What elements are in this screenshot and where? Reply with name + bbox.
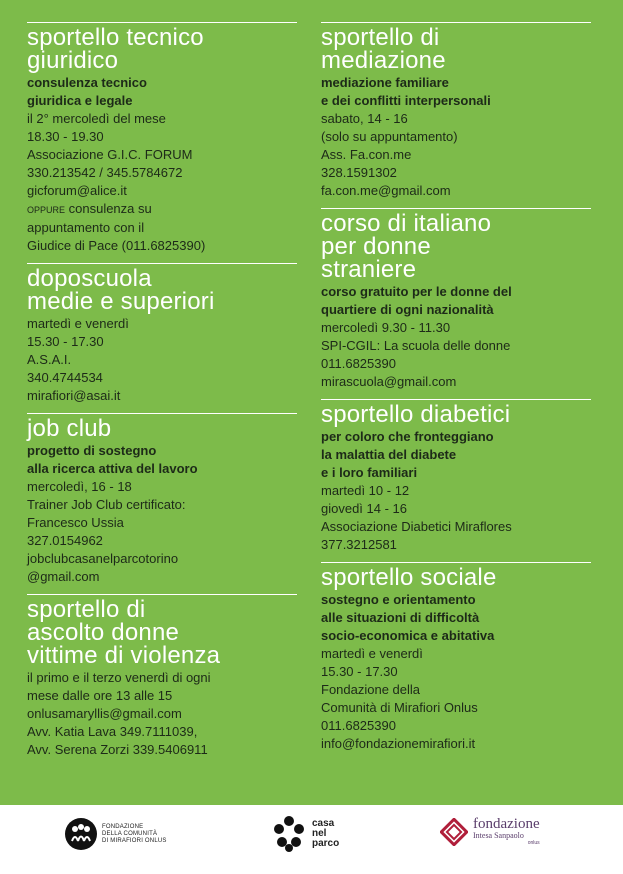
section-subtitle-line: e dei conflitti interpersonali bbox=[321, 93, 491, 108]
section-subtitle-line: quartiere di ogni nazionalità bbox=[321, 302, 494, 317]
section-detail-line: gicforum@alice.it bbox=[27, 183, 127, 198]
service-section bbox=[321, 562, 591, 753]
section-detail-line: Avv. Katia Lava 349.7111039, bbox=[27, 724, 198, 739]
cnp-text-line: parco bbox=[312, 838, 340, 849]
section-subtitle-line: consulenza tecnico bbox=[27, 75, 147, 90]
section-detail-line: Comunità di Mirafiori Onlus bbox=[321, 700, 478, 715]
fondazione-mirafiori-logo bbox=[64, 817, 167, 851]
section-detail-line: 328.1591302 bbox=[321, 165, 397, 180]
section-detail-line: 011.6825390 bbox=[321, 718, 396, 733]
service-section bbox=[27, 22, 297, 255]
section-detail-line: @gmail.com bbox=[27, 569, 100, 584]
section-detail-line: (solo su appuntamento) bbox=[321, 129, 458, 144]
section-title-line: straniere bbox=[321, 256, 417, 283]
section-detail-line: Fondazione della bbox=[321, 682, 421, 697]
section-detail-line: 011.6825390 bbox=[321, 356, 396, 371]
service-section bbox=[321, 399, 591, 554]
isp-onlus-text: onlus bbox=[527, 840, 540, 846]
fmo-emblem-icon bbox=[64, 817, 98, 851]
section-detail-line: 15.30 - 17.30 bbox=[27, 334, 104, 349]
casa-nel-parco-logo bbox=[272, 815, 339, 853]
section-subtitle-line: socio-economica e abitativa bbox=[321, 628, 495, 643]
left-column bbox=[27, 22, 297, 767]
section-title-line: mediazione bbox=[321, 47, 446, 74]
service-section bbox=[321, 22, 591, 200]
section-detail-line: martedì 10 - 12 bbox=[321, 483, 410, 498]
section-detail-line: 327.0154962 bbox=[27, 533, 103, 548]
section-detail-line: il primo e il terzo venerdì di ogni bbox=[27, 670, 211, 685]
section-detail-line: mese dalle ore 13 alle 15 bbox=[27, 688, 173, 703]
service-section bbox=[27, 413, 297, 586]
section-subtitle-line: sostegno e orientamento bbox=[321, 592, 476, 607]
section-subtitle-line: corso gratuito per le donne del bbox=[321, 284, 512, 299]
section-detail-line: 18.30 - 19.30 bbox=[27, 129, 104, 144]
section-title bbox=[321, 26, 591, 72]
section-title bbox=[321, 212, 591, 281]
footer-logos bbox=[0, 805, 623, 874]
section-title-line: vittime di violenza bbox=[27, 642, 221, 669]
section-title bbox=[27, 26, 297, 72]
section-detail-line: Trainer Job Club certificato: bbox=[27, 497, 186, 512]
service-section bbox=[27, 594, 297, 759]
section-detail-line: Associazione Diabetici Miraflores bbox=[321, 519, 512, 534]
section-title-line: doposcuola bbox=[27, 265, 152, 292]
section-title-line: sportello di bbox=[321, 24, 440, 51]
section-detail-line: mirafiori@asai.it bbox=[27, 388, 121, 403]
right-column bbox=[321, 22, 591, 761]
section-title-line: per donne bbox=[321, 233, 431, 260]
section-detail-line: Francesco Ussia bbox=[27, 515, 124, 530]
section-detail-line: A.S.A.I. bbox=[27, 352, 72, 367]
fmo-text-line: FONDAZIONE bbox=[102, 823, 144, 830]
section-subtitle-line: la malattia del diabete bbox=[321, 447, 457, 462]
fmo-text-line: DELLA COMUNITÀ bbox=[102, 830, 158, 837]
section-title-line: job club bbox=[27, 415, 112, 442]
section-subtitle-line: alla ricerca attiva del lavoro bbox=[27, 461, 198, 476]
section-detail-line: Ass. Fa.con.me bbox=[321, 147, 412, 162]
section-title-line: corso di italiano bbox=[321, 210, 492, 237]
section-detail-line: il 2° mercoledì del mese bbox=[27, 111, 166, 126]
section-title-line: sportello tecnico bbox=[27, 24, 204, 51]
cnp-text-line: nel bbox=[312, 828, 327, 839]
section-subtitle-line: e i loro familiari bbox=[321, 465, 418, 480]
section-title-line: giuridico bbox=[27, 47, 119, 74]
section-subtitle-line: alle situazioni di difficoltà bbox=[321, 610, 480, 625]
fmo-text-line: DI MIRAFIORI ONLUS bbox=[102, 837, 167, 844]
section-detail-line: 340.4744534 bbox=[27, 370, 103, 385]
section-detail-line: Associazione G.I.C. FORUM bbox=[27, 147, 193, 162]
section-detail-line: SPI-CGIL: La scuola delle donne bbox=[321, 338, 511, 353]
oppure-line bbox=[27, 200, 297, 219]
section-subtitle-line: giuridica e legale bbox=[27, 93, 133, 108]
section-detail-line: 15.30 - 17.30 bbox=[321, 664, 398, 679]
section-title bbox=[27, 267, 297, 313]
section-subtitle-line: progetto di sostegno bbox=[27, 443, 157, 458]
section-title bbox=[27, 417, 297, 440]
service-section bbox=[27, 263, 297, 405]
isp-main-text: fondazione bbox=[473, 816, 540, 832]
section-subtitle-line: mediazione familiare bbox=[321, 75, 449, 90]
isp-sub-text: Intesa Sanpaolo bbox=[473, 831, 524, 840]
section-title bbox=[321, 403, 591, 426]
section-detail-line: martedì e venerdì bbox=[321, 646, 423, 661]
section-detail-line: giovedì 14 - 16 bbox=[321, 501, 408, 516]
section-detail-line: mercoledì 9.30 - 11.30 bbox=[321, 320, 451, 335]
section-title-line: sportello di bbox=[27, 596, 146, 623]
section-title-line: sportello sociale bbox=[321, 564, 497, 591]
intesa-sanpaolo-emblem-icon bbox=[440, 818, 468, 846]
section-detail-line: fa.con.me@gmail.com bbox=[321, 183, 451, 198]
section-detail-line: mirascuola@gmail.com bbox=[321, 374, 457, 389]
section-detail-line: Avv. Serena Zorzi 339.5406911 bbox=[27, 742, 208, 757]
section-title bbox=[27, 598, 297, 667]
section-detail-line: jobclubcasanelparcotorino bbox=[27, 551, 179, 566]
section-detail-line: Giudice di Pace (011.6825390) bbox=[27, 238, 206, 253]
section-detail-line: martedì e venerdì bbox=[27, 316, 129, 331]
fondazione-intesa-sanpaolo-logo bbox=[440, 817, 540, 846]
section-detail-line: onlusamaryllis@gmail.com bbox=[27, 706, 182, 721]
oppure-rest: consulenza su bbox=[65, 201, 152, 216]
section-detail-line: 377.3212581 bbox=[321, 537, 397, 552]
section-subtitle-line: per coloro che fronteggiano bbox=[321, 429, 494, 444]
service-section bbox=[321, 208, 591, 391]
section-detail-line: 330.213542 / 345.5784672 bbox=[27, 165, 183, 180]
section-title-line: ascolto donne bbox=[27, 619, 180, 646]
section-title bbox=[321, 566, 591, 589]
section-title-line: sportello diabetici bbox=[321, 401, 511, 428]
section-detail-line: info@fondazionemirafiori.it bbox=[321, 736, 476, 751]
section-detail-line: sabato, 14 - 16 bbox=[321, 111, 408, 126]
section-detail-line: appuntamento con il bbox=[27, 220, 145, 235]
section-title-line: medie e superiori bbox=[27, 288, 215, 315]
casa-nel-parco-emblem-icon bbox=[272, 815, 306, 853]
oppure-label: OPPURE bbox=[27, 205, 66, 215]
cnp-text-line: casa bbox=[312, 818, 335, 829]
section-detail-line: mercoledì, 16 - 18 bbox=[27, 479, 132, 494]
